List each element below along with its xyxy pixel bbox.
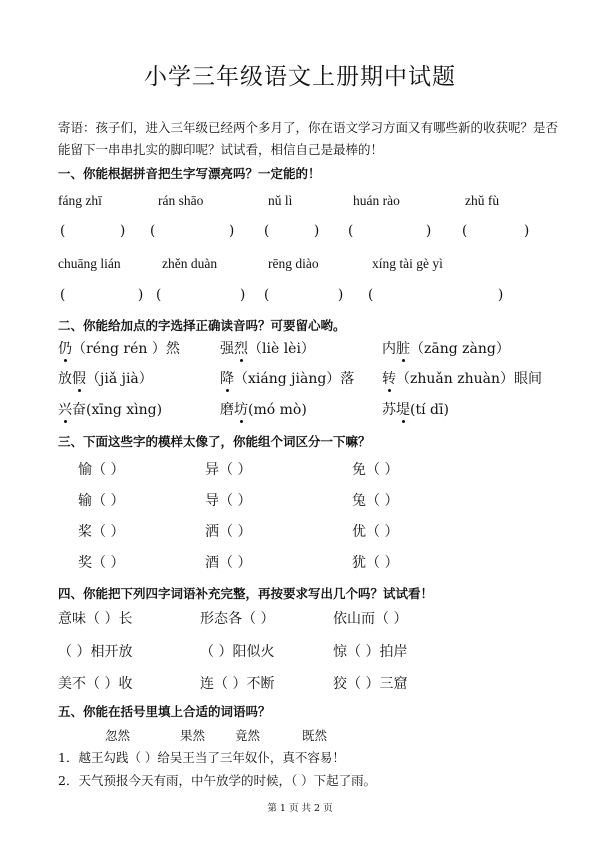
reading-item-4-dotted-char: 假 (72, 368, 86, 388)
question-1: 1．越王勾践（ ）给吴王当了三年奴仆，真不容易！ (58, 750, 345, 765)
answer-box-5-open: ( (462, 223, 468, 239)
reading-item-2-dotted-char: 烈 (234, 338, 248, 358)
question-2: 2．天气预报今天有雨，中午放学的时候，（ ）下起了雨。 (58, 773, 377, 788)
pinyin-9: xíng tài gè yì (372, 256, 443, 271)
word-option-3: 竟然 (235, 728, 261, 743)
answer-box-4-close: ) (426, 223, 432, 239)
word-item-3: 免（ ） (352, 462, 399, 478)
answer-box-1-close: ) (120, 223, 126, 239)
idiom-item-6: 惊（ ）拍岸 (333, 644, 408, 660)
intro-line-1: 寄语：孩子们，进入三年级已经两个多月了，你在语文学习方面又有哪些新的收获呢？是否 (58, 120, 559, 135)
idiom-item-5: （ ）阳似火 (200, 644, 275, 660)
word-item-11: 酒（ ） (205, 555, 252, 571)
word-item-9: 优（ ） (352, 524, 399, 540)
pinyin-1: fáng zhī (58, 193, 102, 208)
reading-item-1 (58, 338, 180, 358)
reading-item-8-dotted-char: 坊 (234, 399, 248, 419)
answer-box-3-open: ( (264, 223, 270, 239)
word-item-6: 兔（ ） (352, 493, 399, 509)
word-option-1: 忽然 (105, 728, 131, 743)
word-item-10: 奖（ ） (78, 555, 125, 571)
word-item-2: 异（ ） (205, 462, 252, 478)
word-item-4: 输（ ） (78, 493, 125, 509)
reading-item-7-post: 奋(xīng xìng) (72, 402, 163, 418)
word-item-5: 导（ ） (205, 493, 252, 509)
reading-item-3-post: （zāng zàng） (410, 341, 510, 357)
reading-item-6-post: （zhuǎn zhuàn）眼间 (396, 371, 542, 387)
idiom-item-7: 美不（ ）收 (58, 676, 133, 692)
reading-item-6 (382, 368, 542, 388)
reading-item-1-dotted-char: 仍 (58, 338, 72, 358)
pinyin-5: zhǔ fù (465, 193, 500, 208)
answer-box-9-open: ( (368, 287, 374, 303)
answer-box-8-open: ( (264, 287, 270, 303)
reading-item-7 (58, 399, 162, 419)
reading-item-4-post: （jiǎ jià） (86, 371, 153, 387)
reading-item-2-pre: 强 (220, 341, 234, 357)
section-1-heading: 一、你能根据拼音把生字写漂亮吗？一定能的！ (58, 166, 321, 181)
reading-item-8 (220, 399, 307, 419)
reading-item-1-post: （réng rén ）然 (72, 341, 180, 357)
answer-box-7-close: ) (240, 287, 246, 303)
section-2-heading: 二、你能给加点的字选择正确读音吗？可要留心哟。 (58, 318, 346, 333)
answer-box-6-close: ) (138, 287, 144, 303)
answer-box-8-close: ) (338, 287, 344, 303)
reading-item-5 (220, 368, 354, 388)
reading-item-9-dotted-char: 堤 (396, 399, 410, 419)
idiom-item-1: 意味（ ）长 (58, 611, 133, 627)
intro-line-2: 能留下一串串扎实的脚印呢？试试看，相信自己是最棒的！ (58, 142, 384, 157)
reading-item-2-post: （liè lèi） (248, 341, 315, 357)
section-3-heading: 三、下面这些字的模样太像了，你能组个词区分一下嘛？ (58, 434, 371, 449)
word-item-1: 愉（ ） (78, 462, 125, 478)
word-item-8: 洒（ ） (205, 524, 252, 540)
answer-box-6-open: ( (60, 287, 66, 303)
pinyin-4: huán rào (353, 193, 400, 208)
answer-box-1-open: ( (60, 223, 66, 239)
reading-item-4 (58, 368, 153, 388)
page-footer: 第 1 页 共 2 页 (267, 803, 333, 814)
reading-item-9 (382, 399, 449, 419)
answer-box-4-open: ( (348, 223, 354, 239)
reading-item-9-post: (tí dī) (410, 402, 449, 418)
section-5-heading: 五、你能在括号里填上合适的词语吗？ (58, 704, 271, 719)
answer-box-2-close: ) (229, 223, 235, 239)
pinyin-6: chuāng lián (58, 256, 121, 271)
pinyin-7: zhěn duàn (162, 256, 218, 271)
reading-item-4-pre: 放 (58, 371, 72, 387)
reading-item-8-post: (mó mò) (248, 402, 307, 418)
reading-item-9-pre: 苏 (382, 402, 396, 418)
answer-box-3-close: ) (314, 223, 320, 239)
section-4-heading: 四、你能把下列四字词语补充完整，再按要求写出几个吗？试试看！ (58, 586, 434, 601)
word-item-7: 桨（ ） (78, 524, 125, 540)
reading-item-5-post: （xiáng jiàng）落 (234, 371, 355, 387)
answer-box-5-close: ) (524, 223, 530, 239)
idiom-item-8: 连（ ）不断 (200, 676, 275, 692)
reading-item-3-dotted-char: 脏 (396, 338, 410, 358)
page-title: 小学三年级语文上册期中试题 (144, 64, 456, 90)
reading-item-8-pre: 磨 (220, 402, 234, 418)
idiom-item-3: 依山而（ ） (333, 611, 408, 627)
word-option-2: 果然 (180, 728, 206, 743)
pinyin-8: rēng diào (268, 256, 319, 271)
pinyin-3: nǔ lì (268, 193, 293, 208)
word-item-12: 犹（ ） (352, 555, 399, 571)
answer-box-2-open: ( (150, 223, 156, 239)
answer-box-7-open: ( (156, 287, 162, 303)
reading-item-3-pre: 内 (382, 341, 396, 357)
reading-item-7-dotted-char: 兴 (58, 399, 72, 419)
reading-item-3 (382, 338, 510, 358)
reading-item-5-dotted-char: 降 (220, 368, 234, 388)
reading-item-2 (220, 338, 315, 358)
pinyin-2: rán shāo (158, 193, 204, 208)
idiom-item-2: 形态各（ ） (200, 611, 275, 627)
idiom-item-9: 狡（ ）三窟 (333, 676, 408, 692)
idiom-item-4: （ ）相开放 (58, 644, 133, 660)
reading-item-6-dotted-char: 转 (382, 368, 396, 388)
word-option-4: 既然 (302, 728, 328, 743)
answer-box-9-close: ) (498, 287, 504, 303)
